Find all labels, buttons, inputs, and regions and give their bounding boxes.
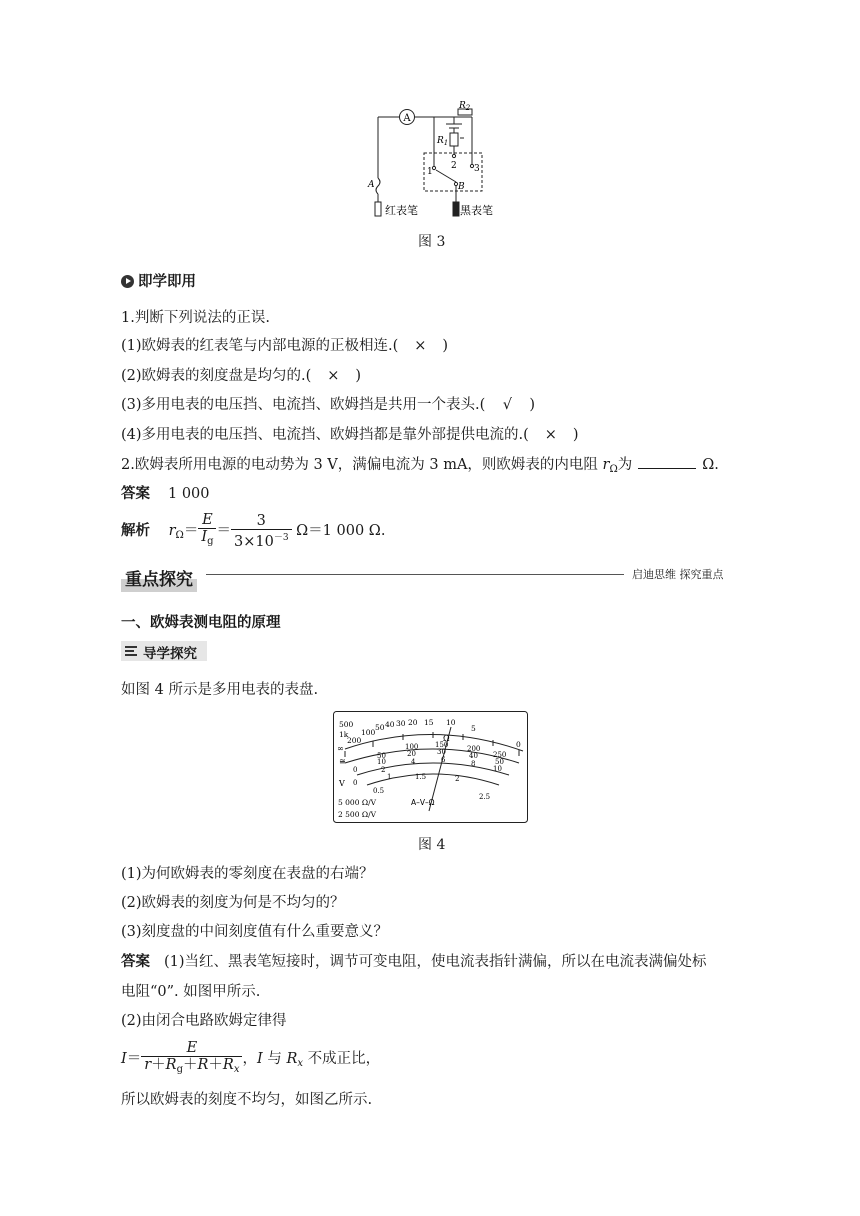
analysis-eq1: ＝ (183, 523, 199, 539)
ohm-tick-30: 30 (396, 719, 406, 728)
frac-i-sub: g (207, 536, 214, 547)
dc3-tick-4: 4 (411, 758, 416, 766)
statement-2-text: (2)欧姆表的刻度盘是均匀的.( (121, 368, 312, 384)
black-pen-label: 黑表笔 (460, 204, 493, 217)
answers-label: 答案 (121, 954, 150, 970)
ohm-tick-200: 200 (347, 736, 362, 745)
analysis-label: 解析 (121, 523, 150, 539)
dc2-tick-40: 40 (469, 752, 478, 760)
dial-brand: A–V–Ω (411, 798, 435, 807)
question-2 (121, 454, 719, 480)
dc-tick-250: 250 (493, 751, 507, 759)
figure-3-caption: 图 3 (418, 234, 446, 250)
frac-num: 3 (231, 513, 292, 530)
r1-sub: 1 (443, 139, 449, 147)
explore-question-2: (2)欧姆表的刻度为何是不均匀的？ (121, 895, 345, 911)
analysis-row (121, 512, 385, 548)
den-x: x (233, 1064, 240, 1075)
list-icon (125, 646, 137, 656)
ohm-infinity: ∞ (337, 744, 344, 753)
explore-question-1: (1)为何欧姆表的零刻度在表盘的右端？ (121, 866, 374, 882)
question-2-r: r (602, 457, 610, 473)
statement-2-mark: × (327, 368, 340, 384)
formula-eq: ＝ (126, 1051, 142, 1067)
dc2-tick-30: 30 (437, 748, 446, 756)
dc-tick-0: 0 (353, 766, 358, 774)
question-2-r-sub: Ω (609, 464, 618, 475)
formula-fraction (141, 1040, 242, 1078)
answer-line-1 (121, 952, 707, 972)
dc-symbol: ≅ (339, 757, 346, 766)
fraction-e-over-ig (198, 512, 216, 550)
answer-row (121, 484, 210, 504)
answer-1-line-2: 电阻“0”. 如图甲所示. (121, 984, 261, 1000)
statement-3-close: ) (529, 397, 535, 413)
v-symbol: V (339, 779, 345, 788)
r2-sub: 2 (465, 104, 471, 112)
section-subtitle: 启迪思维 探究重点 (632, 568, 724, 581)
statement-4-mark: × (544, 427, 557, 443)
ohm-tick-15: 15 (424, 718, 434, 727)
ohm-tick-20: 20 (408, 718, 418, 727)
statement-4-close: ) (572, 427, 579, 443)
formula-i: I (121, 1051, 127, 1067)
analysis-result: Ω＝1 000 Ω. (291, 523, 386, 539)
question-1: 1.判断下列说法的正误. (121, 310, 270, 326)
frac-den: 3×10 (233, 533, 274, 550)
answer-blank (638, 454, 696, 469)
node-2-label: 2 (451, 161, 457, 171)
frac-e: E (198, 512, 216, 529)
node-1-label: 1 (427, 167, 433, 177)
den-r2: R (197, 1057, 209, 1073)
play-icon (121, 275, 134, 288)
fraction-3-over-3e-3 (231, 513, 292, 550)
statement-1-text: (1)欧姆表的红表笔与内部电源的正极相连.( (121, 338, 399, 354)
answer-conclusion: 所以欧姆表的刻度不均匀，如图乙所示. (121, 1092, 373, 1108)
figure-4-dial (333, 711, 528, 823)
dc3-tick-8: 8 (471, 760, 476, 768)
ohm-tick-1k: 1k (339, 730, 349, 739)
node-3-label: 3 (474, 164, 480, 174)
den-rg: R (165, 1057, 177, 1073)
dc-tick-100: 100 (405, 743, 419, 751)
answer-value: 1 000 (168, 486, 210, 502)
dc-tick-150: 150 (435, 741, 449, 749)
frac-i: I (201, 529, 208, 545)
r1-label: R (437, 136, 444, 146)
ohm-tick-500: 500 (339, 720, 354, 729)
ohm-tick-100: 100 (361, 728, 376, 737)
ac-tick-2: 2 (455, 775, 460, 783)
dc-tick-50: 50 (377, 752, 386, 760)
ohm-tick-5: 5 (471, 724, 476, 733)
answer-2: (2)由闭合电路欧姆定律得 (121, 1013, 287, 1029)
tail-r: R (286, 1051, 298, 1067)
point-b-label: B (458, 182, 465, 192)
formula-num: E (141, 1040, 242, 1057)
statement-3 (121, 395, 535, 415)
red-pen-label: 红表笔 (385, 204, 418, 217)
statement-3-mark: √ (502, 397, 512, 413)
den-r: r (144, 1057, 152, 1073)
statement-4-text: (4)多用电表的电压挡、电流挡、欧姆挡都是靠外部提供电流的.( (121, 427, 529, 443)
statement-2-close: ) (355, 368, 361, 384)
ohm-tick-0: 0 (516, 740, 521, 749)
answer-1-line-1: (1)当红、黑表笔短接时，调节可变电阻，使电流表指针满偏，所以在电流表满偏处标 (164, 954, 707, 970)
section-title: 重点探究 (121, 563, 197, 592)
answer-label: 答案 (121, 486, 150, 502)
dial-spec-1: 5 000 Ω/V (338, 798, 377, 807)
analysis-r: r (168, 523, 176, 539)
ohm-symbol: Ω (443, 734, 450, 743)
dc2-tick-10: 10 (377, 758, 386, 766)
dial-spec-2: 2 500 Ω/V (338, 810, 377, 819)
question-2-unit: Ω. (702, 457, 719, 473)
ohm-tick-50: 50 (375, 723, 385, 732)
dc2-tick-20: 20 (407, 750, 416, 758)
ac-tick-0.5: 0.5 (373, 787, 385, 795)
tail-yu: 与 (262, 1051, 287, 1067)
svg-text:R1 (436, 136, 448, 147)
ac-tick-0: 0 (353, 779, 358, 787)
section-rule (206, 574, 624, 575)
statement-1-close: ) (442, 338, 448, 354)
r2-label: R (459, 101, 466, 111)
point-a-label: A (368, 180, 375, 190)
ohm-tick-10: 10 (446, 718, 456, 727)
tail-x: x (297, 1058, 303, 1069)
practice-heading-text: 即学即用 (138, 274, 196, 290)
figure-4-caption: 图 4 (418, 837, 446, 853)
analysis-r-sub: Ω (175, 530, 184, 541)
den-rx: R (222, 1057, 234, 1073)
den-plus-1: ＋ (151, 1057, 166, 1073)
dc3-tick-6: 6 (441, 756, 446, 764)
formula-row (121, 1040, 380, 1076)
statement-4 (121, 425, 578, 445)
ohm-tick-40: 40 (385, 720, 395, 729)
statement-2 (121, 366, 361, 386)
analysis-eq2: ＝ (216, 523, 231, 539)
dc3-tick-10: 10 (493, 765, 502, 773)
frac-exp: －3 (273, 532, 289, 543)
ammeter-label: A (403, 113, 411, 124)
tail-text: 不成正比， (303, 1051, 381, 1067)
dc2-tick-50: 50 (495, 758, 504, 766)
statement-3-text: (3)多用电表的电压挡、电流挡、欧姆挡是共用一个表头.( (121, 397, 486, 413)
den-plus-2: ＋ (183, 1057, 198, 1073)
den-plus-3: ＋ (208, 1057, 223, 1073)
statement-1-mark: × (414, 338, 427, 354)
statement-1 (121, 336, 448, 356)
subsection-heading: 一、欧姆表测电阻的原理 (121, 615, 281, 631)
intro-text: 如图 4 所示是多用电表的表盘. (121, 682, 319, 698)
tail-comma: ， (242, 1051, 257, 1067)
dc-tick-200: 200 (467, 745, 481, 753)
den-g: g (176, 1064, 183, 1075)
figure-3-circuit (360, 98, 510, 222)
tail-i: I (256, 1051, 263, 1067)
ac-tick-1.5: 1.5 (415, 773, 427, 781)
dc3-tick-2: 2 (381, 766, 386, 774)
ac-tick-2.5: 2.5 (479, 793, 491, 801)
svg-text:R2 (458, 101, 471, 112)
explore-question-3: (3)刻度盘的中间刻度值有什么重要意义？ (121, 924, 389, 940)
question-2-text: 2.欧姆表所用电源的电动势为 3 V，满偏电流为 3 mA，则欧姆表的内电阻 (121, 457, 603, 473)
question-2-wei: 为 (617, 457, 633, 473)
practice-heading (121, 272, 196, 292)
guide-tag-text: 导学探究 (143, 646, 197, 662)
guide-tag (121, 641, 207, 661)
ac-tick-1: 1 (387, 773, 392, 781)
